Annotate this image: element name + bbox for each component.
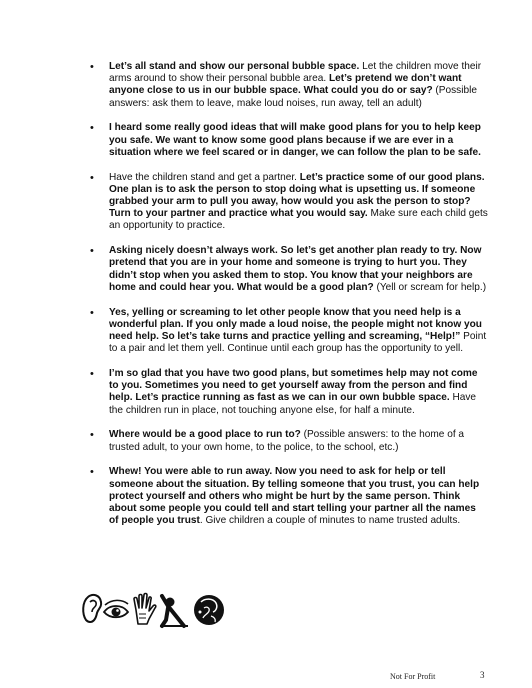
plain-text-segment: (Yell or scream for help.) (373, 281, 487, 293)
plain-text-segment: Have the children stand and get a partner. (109, 171, 300, 183)
footer-text: Not For Profit (390, 672, 436, 681)
bullet-item (86, 368, 488, 417)
bold-text-segment: Let’s all stand and show our personal bubble space. (109, 61, 360, 72)
bold-text-segment: Asking nicely doesn’t always work. So let’s get another plan ready to try. Now pretend that you are in your home and someone is trying to hurt you. They didn’t stop when you asked them to stop. You know that your neighbors are home and could hear you. What would be a good plan? (109, 245, 482, 293)
bold-text-segment: I’m so glad that you have two good plans, but sometimes help may not come to you. Sometimes you need to get yourself away from the person and find help. Let’s practice running as fast as we can in our own bubble space. (109, 368, 478, 404)
stretching-figure-icon (160, 596, 188, 626)
senses-icon-row (80, 590, 230, 630)
bullet-marker: • (90, 466, 94, 479)
ear-icon (83, 595, 101, 622)
bullet-item (86, 61, 488, 110)
bold-text-segment: I heard some really good ideas that will make good plans for you to help keep you safe. We want to know some good plans because if we are ever in a situation where we feel scared or in danger, we can follow the plan to be safe. (109, 122, 481, 158)
page-number: 3 (480, 670, 485, 680)
bullet-item (86, 172, 488, 233)
bullet-item (86, 429, 488, 453)
plain-text-segment: Let the children move their arms around to show their personal bubble area. (109, 61, 482, 85)
plain-text-segment: Have the children run in place, not touching anyone else, for half a minute. (109, 392, 477, 416)
bullet-marker: • (90, 61, 94, 73)
bullet-list (86, 61, 488, 540)
bold-text-segment: Yes, yelling or screaming to let other people know that you need help is a wonderful plan. If you only made a loud noise, the people might not know you need help. So let’s take turns and practice yelling and screaming, “Help!” (109, 306, 482, 343)
plain-text-segment: Point to a pair and let them yell. Continue until each group has the opportunity to yell. (109, 331, 487, 355)
bullet-marker: • (90, 429, 94, 442)
bold-text-segment: Let’s practice some of our good plans. One plan is to ask the person to stop doing what is upsetting us. If someone grabbed your arm to pull you away, how would you ask the person to stop? Turn to your partner and practice what you would say. (109, 171, 485, 220)
bullet-marker: • (90, 306, 94, 319)
bullet-item (86, 466, 488, 527)
plain-text-segment: . Give children a couple of minutes to name trusted adults. (199, 515, 461, 527)
plain-text-segment: (Possible answers: to the home of a trusted adult, to your own home, to the police, to the school, etc.) (109, 429, 465, 453)
bullet-item (86, 307, 488, 356)
bullet-marker: • (90, 368, 94, 381)
bullet-item (86, 245, 488, 294)
bold-text-segment: Where would be a good place to run to? (109, 429, 301, 441)
bullet-item (86, 122, 488, 159)
hand-icon (134, 594, 156, 625)
bold-text-segment: Whew! You were able to run away. Now you need to ask for help or tell someone about the situation. By telling someone that you trust, you can help protect yourself and others who might be hurt by the same person. Think about some people you could tell and start telling your partner all the names of people you trust (109, 466, 480, 527)
eye-icon (104, 600, 128, 617)
bullet-marker: • (90, 171, 94, 184)
bullet-marker: • (90, 122, 94, 135)
head-profile-icon (194, 595, 224, 625)
plain-text-segment: (Possible answers: ask them to leave, make loud noises, run away, tell an adult) (109, 85, 477, 109)
bold-text-segment: Let’s pretend we don’t want anyone close to us in our bubble space. What could you do or say? (109, 73, 462, 97)
bullet-marker: • (90, 245, 94, 258)
plain-text-segment: Make sure each child gets an opportunity to practice. (109, 208, 488, 232)
